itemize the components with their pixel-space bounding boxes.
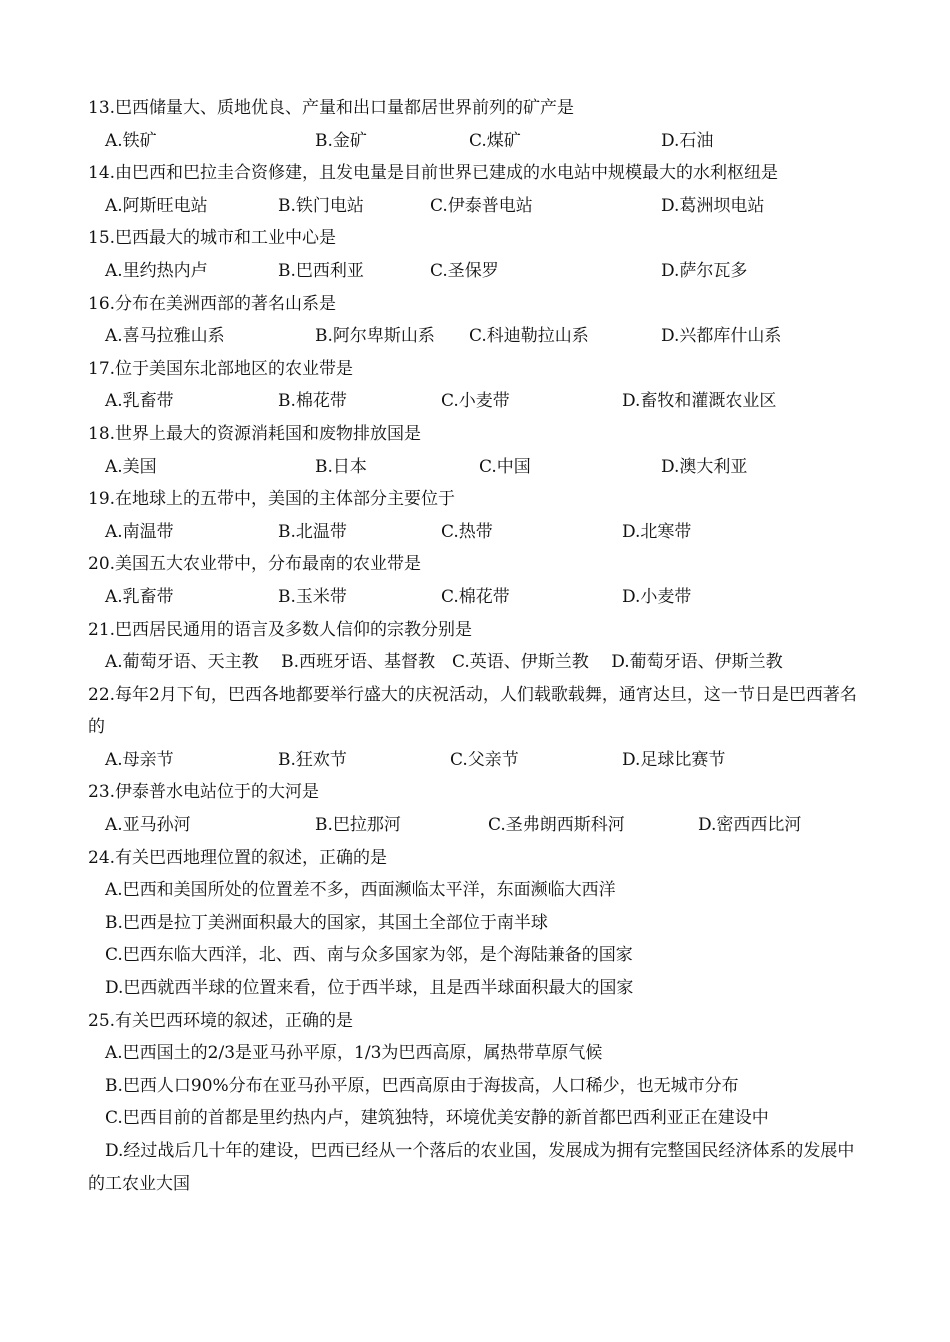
option-c: C.圣保罗 <box>430 260 499 281</box>
question-17 <box>88 353 863 418</box>
option-b: B.金矿 <box>315 130 367 151</box>
question-options <box>88 809 863 842</box>
option-d: D.经过战后几十年的建设，巴西已经从一个落后的农业国，发展成为拥有完整国民经济体系的发展中的工农业大国 <box>88 1141 855 1194</box>
option-a: A.乳畜带 <box>105 391 174 412</box>
question-options <box>88 516 863 549</box>
option-c: C.伊泰普电站 <box>430 195 533 216</box>
option-d: D.北寒带 <box>622 521 692 542</box>
option-b: B.狂欢节 <box>278 749 347 770</box>
option-a: A.喜马拉雅山系 <box>105 326 225 347</box>
option-a: A.巴西国土的2/3是亚马孙平原，1/3为巴西高原，属热带草原气候 <box>105 1043 603 1064</box>
option-d: D.足球比赛节 <box>622 749 726 770</box>
option-a: A.南温带 <box>105 521 174 542</box>
option-c: C.热带 <box>441 521 493 542</box>
option-a: A.乳畜带 <box>105 586 174 607</box>
option-c: C.棉花带 <box>441 586 510 607</box>
option-b: B.巴西人口90%分布在亚马孙平原，巴西高原由于海拔高，人口稀少，也无城市分布 <box>105 1075 739 1096</box>
option-b: B.日本 <box>315 456 367 477</box>
exam-page <box>88 92 863 1200</box>
question-stem: 13.巴西储量大、质地优良、产量和出口量都居世界前列的矿产是 <box>88 98 575 118</box>
option-c: C.科迪勒拉山系 <box>469 326 589 347</box>
option-b: B.北温带 <box>278 521 347 542</box>
question-21 <box>88 614 863 679</box>
question-25 <box>88 1005 863 1201</box>
option-c: C.煤矿 <box>469 130 521 151</box>
option-c: C.小麦带 <box>441 391 510 412</box>
question-stem: 18.世界上最大的资源消耗国和废物排放国是 <box>88 423 422 444</box>
question-stem: 21.巴西居民通用的语言及多数人信仰的宗教分别是 <box>88 619 473 640</box>
option-a: A.巴西和美国所处的位置差不多，西面濒临太平洋，东面濒临大西洋 <box>105 880 616 901</box>
question-stem: 24.有关巴西地理位置的叙述，正确的是 <box>88 847 388 868</box>
option-a: A.铁矿 <box>105 130 157 151</box>
option-b: B.棉花带 <box>278 391 347 412</box>
question-stem: 22.每年2月下旬，巴西各地都要举行盛大的庆祝活动，人们载歌载舞，通宵达旦，这一节日是巴西著名的 <box>88 684 857 738</box>
question-15 <box>88 222 863 287</box>
question-options <box>88 125 863 158</box>
option-c: C.巴西东临大西洋，北、西、南与众多国家为邻，是个海陆兼备的国家 <box>105 945 633 966</box>
option-b: B.巴西是拉丁美洲面积最大的国家，其国土全部位于南半球 <box>105 912 548 933</box>
question-options <box>88 320 863 353</box>
question-13 <box>88 92 863 157</box>
question-options <box>88 744 863 777</box>
option-d: D.澳大利亚 <box>661 456 748 477</box>
option-a: A.里约热内卢 <box>105 260 208 281</box>
option-c: C.中国 <box>479 456 531 477</box>
option-a: A.阿斯旺电站 <box>105 195 208 216</box>
option-c: C.父亲节 <box>450 749 519 770</box>
question-19 <box>88 483 863 548</box>
question-23 <box>88 776 863 841</box>
question-22 <box>88 679 863 777</box>
option-d: D.兴都库什山系 <box>661 326 782 347</box>
question-18 <box>88 418 863 483</box>
question-stem: 23.伊泰普水电站位于的大河是 <box>88 782 320 803</box>
option-d: D.畜牧和灌溉农业区 <box>622 391 777 412</box>
option-a: A.美国 <box>105 456 157 477</box>
option-c: C.巴西目前的首都是里约热内卢，建筑独特，环境优美安静的新首都巴西利亚正在建设中 <box>105 1108 769 1129</box>
question-16 <box>88 288 863 353</box>
question-stem: 14.由巴西和巴拉圭合资修建，且发电量是目前世界已建成的水电站中规模最大的水利枢纽是 <box>88 163 779 184</box>
question-24 <box>88 842 863 1005</box>
question-14 <box>88 157 863 222</box>
option-c: C.圣弗朗西斯科河 <box>488 815 625 836</box>
option-a: A.母亲节 <box>105 749 174 770</box>
question-options <box>88 581 863 614</box>
question-options <box>88 385 863 418</box>
question-options-line: A.葡萄牙语、天主教 B.西班牙语、基督教 C.英语、伊斯兰教 D.葡萄牙语、伊斯兰教 <box>105 652 783 673</box>
question-stem: 16.分布在美洲西部的著名山系是 <box>88 293 337 314</box>
question-options <box>88 190 863 223</box>
question-stem: 20.美国五大农业带中，分布最南的农业带是 <box>88 554 422 575</box>
option-b: B.巴西利亚 <box>278 260 364 281</box>
question-stem: 17.位于美国东北部地区的农业带是 <box>88 358 354 379</box>
option-b: B.巴拉那河 <box>315 815 401 836</box>
option-b: B.玉米带 <box>278 586 347 607</box>
question-stem: 15.巴西最大的城市和工业中心是 <box>88 228 337 249</box>
option-d: D.密西西比河 <box>698 815 802 836</box>
question-options <box>88 451 863 484</box>
question-stem: 19.在地球上的五带中，美国的主体部分主要位于 <box>88 489 456 510</box>
option-b: B.阿尔卑斯山系 <box>315 326 435 347</box>
option-d: D.萨尔瓦多 <box>661 260 748 281</box>
option-d: D.石油 <box>661 130 714 151</box>
question-options <box>88 255 863 288</box>
option-d: D.葛洲坝电站 <box>661 195 765 216</box>
option-d: D.巴西就西半球的位置来看，位于西半球，且是西半球面积最大的国家 <box>105 978 634 999</box>
option-d: D.小麦带 <box>622 586 692 607</box>
question-20 <box>88 548 863 613</box>
question-stem: 25.有关巴西环境的叙述，正确的是 <box>88 1010 354 1031</box>
option-b: B.铁门电站 <box>278 195 364 216</box>
option-a: A.亚马孙河 <box>105 815 191 836</box>
